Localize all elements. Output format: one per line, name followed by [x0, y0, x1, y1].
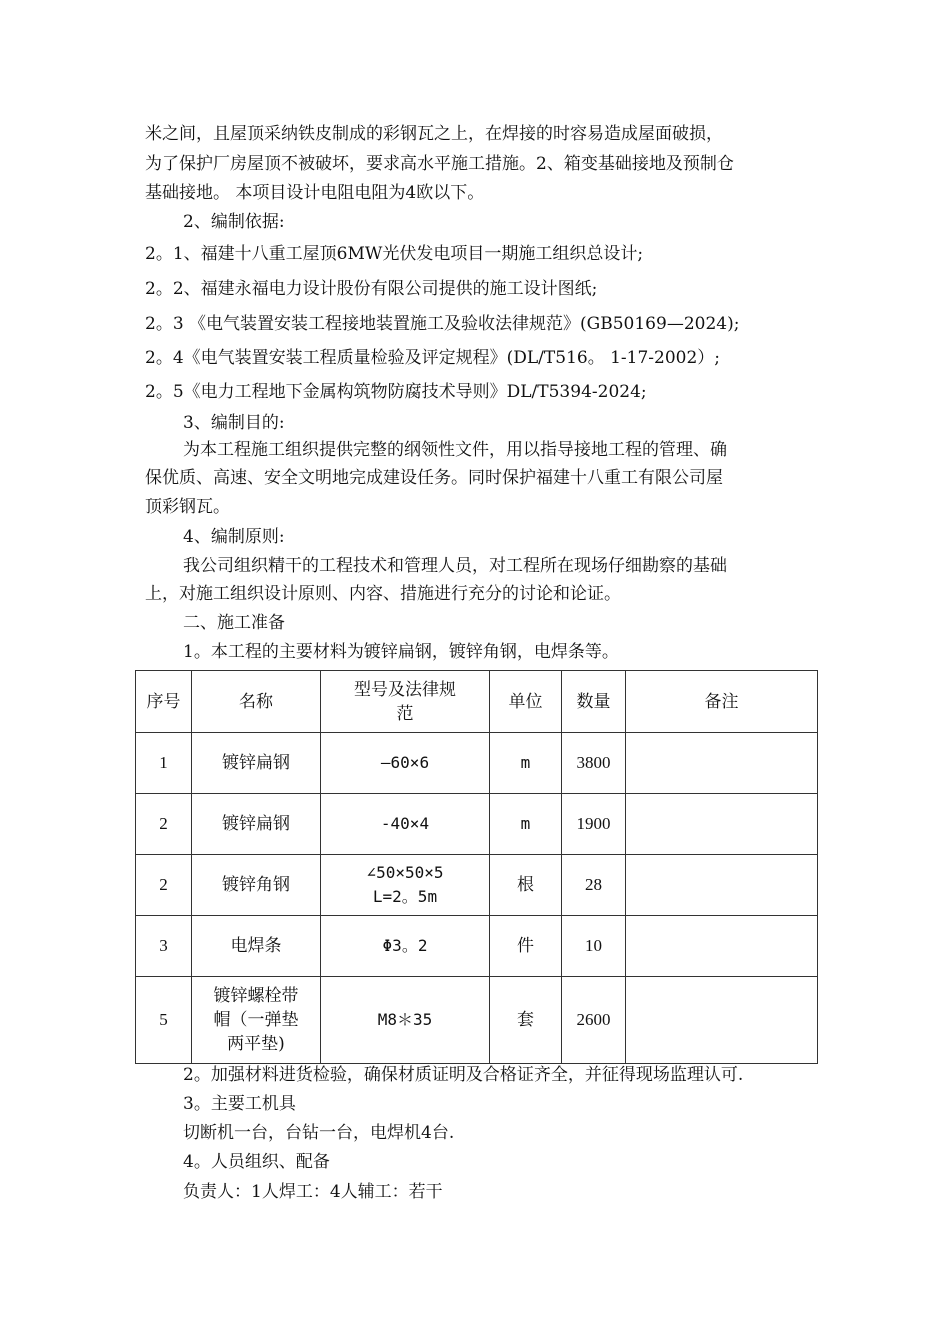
cell-model: -40×4 — [321, 794, 490, 855]
paragraph-line: 保优质、高速、安全文明地完成建设任务。同时保护福建十八重工有限公司屋 — [145, 468, 723, 488]
cell-unit: 根 — [490, 855, 562, 916]
cell-qty: 2600 — [562, 977, 626, 1064]
cell-unit: m — [490, 794, 562, 855]
cell-qty: 3800 — [562, 733, 626, 794]
reference-item: 2。5《电力工程地下金属构筑物防腐技术导则》DL/T5394-2024; — [145, 382, 647, 402]
cell-unit: 件 — [490, 916, 562, 977]
reference-item: 2。2、福建永福电力设计股份有限公司提供的施工设计图纸; — [145, 279, 598, 299]
header-cell-name: 名称 — [192, 671, 321, 733]
paragraph-line: 米之间，且屋顶采纳铁皮制成的彩钢瓦之上，在焊接的时容易造成屋面破损， — [145, 124, 723, 144]
paragraph-line: 基础接地。 本项目设计电阻电阻为4欧以下。 — [145, 183, 485, 203]
header-cell-no: 序号 — [136, 671, 192, 733]
cell-model-line: ∠50×50×5 — [366, 863, 444, 882]
cell-note — [626, 916, 818, 977]
cell-name: 镀锌扁钢 — [192, 794, 321, 855]
header-cell-model — [321, 671, 490, 733]
cell-qty: 28 — [562, 855, 626, 916]
cell-unit: 套 — [490, 977, 562, 1064]
header-cell-unit: 单位 — [490, 671, 562, 733]
paragraph-line: 2。加强材料进货检验，确保材质证明及合格证齐全，并征得现场监理认可. — [183, 1065, 744, 1085]
header-model-line: 范 — [396, 703, 414, 724]
cell-model — [321, 855, 490, 916]
table-header-row — [136, 671, 818, 733]
cell-name-line: 两平垫) — [227, 1034, 285, 1054]
paragraph-line: 负责人：1人焊工：4人辅工：若干 — [183, 1182, 443, 1202]
paragraph-line: 上，对施工组织设计原则、内容、措施进行充分的讨论和论证。 — [145, 584, 621, 604]
cell-no: 2 — [136, 794, 192, 855]
cell-name: 电焊条 — [192, 916, 321, 977]
section-heading: 4。人员组织、配备 — [183, 1152, 330, 1172]
section-heading: 3、编制目的: — [183, 413, 285, 433]
cell-qty: 1900 — [562, 794, 626, 855]
table-row — [136, 977, 818, 1064]
cell-no: 1 — [136, 733, 192, 794]
table-row — [136, 794, 818, 855]
header-cell-qty: 数量 — [562, 671, 626, 733]
cell-name-line: 镀锌螺栓带 — [213, 986, 299, 1006]
cell-name: 镀锌扁钢 — [192, 733, 321, 794]
section-heading: 3。主要工机具 — [183, 1094, 296, 1114]
header-cell-note: 备注 — [626, 671, 818, 733]
table-row — [136, 916, 818, 977]
section-heading: 2、编制依据: — [183, 212, 285, 232]
cell-model: Φ3。2 — [321, 916, 490, 977]
paragraph-line: 1。本工程的主要材料为镀锌扁钢，镀锌角钢，电焊条等。 — [183, 642, 619, 662]
materials-table — [135, 670, 818, 1064]
reference-item: 2。4《电气装置安装工程质量检验及评定规程》(DL/T516。 1-17-2002）; — [145, 348, 721, 368]
reference-item: 2。3 《电气装置安装工程接地装置施工及验收法律规范》(GB50169—2024); — [145, 314, 740, 334]
cell-no: 2 — [136, 855, 192, 916]
section-heading: 二、施工准备 — [183, 613, 285, 633]
paragraph-line: 顶彩钢瓦。 — [145, 497, 230, 517]
table-row — [136, 733, 818, 794]
cell-unit: m — [490, 733, 562, 794]
reference-item: 2。1、福建十八重工屋顶6MW光伏发电项目一期施工组织总设计; — [145, 244, 644, 264]
paragraph-line: 我公司组织精干的工程技术和管理人员，对工程所在现场仔细勘察的基础 — [183, 556, 727, 576]
cell-name-line: 帽（一弹垫 — [213, 1010, 299, 1030]
cell-model: —60×6 — [321, 733, 490, 794]
header-model-line: 型号及法律规 — [354, 679, 456, 700]
cell-model: M8＊35 — [321, 977, 490, 1064]
paragraph-line: 为了保护厂房屋顶不被破坏，要求高水平施工措施。2、箱变基础接地及预制仓 — [145, 154, 734, 174]
cell-note — [626, 794, 818, 855]
paragraph-line: 切断机一台，台钻一台，电焊机4台. — [183, 1123, 455, 1143]
cell-name: 镀锌角钢 — [192, 855, 321, 916]
cell-no: 5 — [136, 977, 192, 1064]
cell-no: 3 — [136, 916, 192, 977]
cell-note — [626, 733, 818, 794]
cell-qty: 10 — [562, 916, 626, 977]
cell-model-line: L=2。5m — [372, 887, 438, 906]
cell-name — [192, 977, 321, 1064]
cell-note — [626, 855, 818, 916]
table-row — [136, 855, 818, 916]
section-heading: 4、编制原则: — [183, 527, 285, 547]
cell-note — [626, 977, 818, 1064]
paragraph-line: 为本工程施工组织提供完整的纲领性文件，用以指导接地工程的管理、确 — [183, 440, 727, 460]
